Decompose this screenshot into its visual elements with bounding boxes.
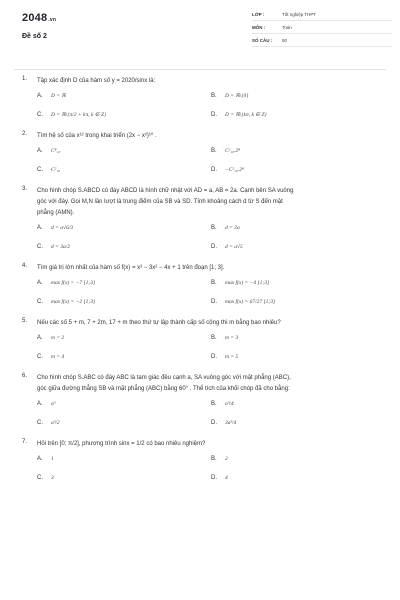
answer-options: [37, 93, 382, 131]
option-value: C⁸₁₀: [51, 148, 61, 154]
option-b[interactable]: [211, 93, 371, 112]
option-value: max f(x) = −2 [1;3]: [51, 299, 96, 305]
option-letter: B.: [211, 93, 217, 99]
question-1: [0, 76, 400, 131]
option-d[interactable]: [211, 112, 371, 131]
option-letter: C.: [37, 420, 43, 426]
option-letter: B.: [211, 148, 217, 154]
option-a[interactable]: [37, 335, 211, 354]
question-number: 2.: [22, 131, 28, 137]
logo-suffix: .vn: [48, 17, 57, 23]
option-d[interactable]: [211, 167, 371, 186]
option-letter: D.: [211, 475, 217, 481]
question-text: Nếu các số 5 + m, 7 + 2m, 17 + m theo thứ tự lập thành cấp số cộng thì m bằng bao nhiêu?: [37, 320, 281, 326]
option-value: max f(x) = 67/27 [1;3]: [225, 299, 276, 305]
option-b[interactable]: [211, 280, 371, 299]
question-number: 6.: [22, 373, 28, 379]
option-letter: D.: [211, 112, 217, 118]
option-c[interactable]: [37, 475, 211, 494]
answer-options: [37, 280, 382, 318]
option-letter: C.: [37, 167, 43, 173]
option-c[interactable]: [37, 167, 211, 186]
option-value: a³/4: [225, 401, 234, 407]
meta-value: 50: [282, 37, 288, 43]
option-letter: C.: [37, 299, 43, 305]
exam-title: Đề số 2: [22, 33, 47, 40]
question-3: [0, 186, 400, 263]
option-c[interactable]: [37, 354, 211, 373]
site-logo[interactable]: [22, 12, 55, 24]
question-text-line: Cho hình chóp S.ABC có đáy ABC là tam giác đều cạnh a, SA vuông góc với mặt phẳng (ABC),: [37, 375, 291, 381]
option-letter: A.: [37, 401, 43, 407]
header: [0, 0, 400, 42]
option-c[interactable]: [37, 244, 211, 263]
question-number: 1.: [22, 76, 28, 82]
option-letter: A.: [37, 148, 43, 154]
option-value: D = ℝ\{0}: [225, 93, 249, 99]
question-text-line: góc với đáy. Gọi M,N lần lượt là trung điểm của SB và SD. Tính khoảng cách d từ S đến mặt: [37, 199, 283, 205]
option-letter: B.: [211, 335, 217, 341]
option-a[interactable]: [37, 280, 211, 299]
option-letter: A.: [37, 280, 43, 286]
meta-label: SỐ CÂU :: [252, 37, 273, 43]
option-d[interactable]: [211, 475, 371, 494]
answer-options: [37, 335, 382, 373]
option-letter: A.: [37, 225, 43, 231]
option-b[interactable]: [211, 225, 371, 244]
answer-options: [37, 148, 382, 186]
question-number: 4.: [22, 263, 28, 269]
option-a[interactable]: [37, 401, 211, 420]
option-letter: D.: [211, 167, 217, 173]
option-d[interactable]: [211, 244, 371, 263]
question-text-line: Cho hình chóp S.ABCD có đáy ABCD là hình chữ nhật với AD = a, AB = 2a. Cạnh bên SA vuông: [37, 188, 294, 194]
option-value: 3: [51, 475, 54, 481]
option-b[interactable]: [211, 335, 371, 354]
option-letter: C.: [37, 112, 43, 118]
question-text: Tìm giá trị lớn nhất của hàm số f(x) = x³ − 3x² − 4x + 1 trên đoạn [1; 3].: [37, 265, 225, 271]
question-text-line: phẳng (AMN).: [37, 210, 75, 216]
option-value: D = ℝ: [51, 93, 66, 99]
option-value: d = 3a/2: [51, 244, 70, 250]
option-value: d = a√5: [225, 244, 243, 250]
option-value: max f(x) = −7 [1;3]: [51, 280, 96, 286]
option-d[interactable]: [211, 354, 371, 373]
meta-label: LỚP :: [252, 11, 265, 17]
option-letter: C.: [37, 475, 43, 481]
question-number: 5.: [22, 318, 28, 324]
option-value: a³: [51, 401, 56, 407]
option-value: a³/2: [51, 420, 60, 426]
option-letter: A.: [37, 93, 43, 99]
option-value: max f(x) = −4 [1;3]: [225, 280, 270, 286]
option-letter: A.: [37, 456, 43, 462]
logo-text: 2048: [22, 12, 48, 24]
option-value: m = 2: [51, 335, 65, 341]
question-4: [0, 263, 400, 318]
answer-options: [37, 456, 382, 494]
question-6: [0, 373, 400, 439]
exam-meta: [252, 8, 392, 47]
option-a[interactable]: [37, 456, 211, 475]
question-text: Tập xác định D của hàm số y = 2020/sinx là:: [37, 78, 156, 84]
option-b[interactable]: [211, 148, 371, 167]
question-number: 7.: [22, 439, 28, 445]
option-value: 2: [225, 456, 228, 462]
option-b[interactable]: [211, 456, 371, 475]
option-letter: D.: [211, 420, 217, 426]
question-list: [0, 76, 400, 494]
option-letter: D.: [211, 244, 217, 250]
option-value: 4: [225, 475, 228, 481]
option-value: m = 5: [225, 354, 239, 360]
option-value: 1: [51, 456, 54, 462]
option-letter: A.: [37, 335, 43, 341]
question-text: Hỏi trên [0; π/2], phương trình sinx = 1/2 có bao nhiêu nghiệm?: [37, 441, 206, 447]
option-d[interactable]: [211, 420, 371, 439]
question-text: Tìm hệ số của x¹² trong khai triển (2x − x²)¹⁰ .: [37, 133, 157, 139]
option-a[interactable]: [37, 93, 211, 112]
option-value: d = 2a: [225, 225, 240, 231]
question-7: [0, 439, 400, 494]
option-value: d = a√6/3: [51, 225, 74, 231]
option-value: 3a³/4: [225, 420, 237, 426]
option-letter: D.: [211, 354, 217, 360]
option-c[interactable]: [37, 299, 211, 318]
option-c[interactable]: [37, 112, 211, 131]
header-divider: [14, 69, 386, 70]
option-value: D = ℝ\{π/2 + kπ, k ∈ Z}: [51, 112, 107, 118]
meta-label: MÔN :: [252, 24, 266, 30]
option-value: −C²₁₀.2⁸: [225, 167, 244, 173]
option-letter: B.: [211, 401, 217, 407]
option-value: m = 3: [225, 335, 239, 341]
question-text-line: góc giữa đường thẳng SB và mặt phẳng (ABC) bằng 60° . Thể tích của khối chóp đã cho bằng:: [37, 386, 290, 392]
meta-row-class: [252, 8, 392, 21]
option-letter: D.: [211, 299, 217, 305]
question-2: [0, 131, 400, 186]
option-letter: C.: [37, 354, 43, 360]
meta-row-subject: [252, 21, 392, 34]
option-letter: B.: [211, 225, 217, 231]
option-value: m = 4: [51, 354, 65, 360]
option-value: C²₁₀: [51, 167, 61, 173]
option-a[interactable]: [37, 225, 211, 244]
option-letter: B.: [211, 456, 217, 462]
meta-value: Tốt nghiệp THPT: [282, 11, 317, 17]
option-letter: C.: [37, 244, 43, 250]
answer-options: [37, 401, 382, 439]
question-number: 3.: [22, 186, 28, 192]
option-a[interactable]: [37, 148, 211, 167]
meta-row-count: [252, 34, 392, 47]
option-letter: B.: [211, 280, 217, 286]
answer-options: [37, 225, 382, 263]
option-c[interactable]: [37, 420, 211, 439]
question-5: [0, 318, 400, 373]
option-b[interactable]: [211, 401, 371, 420]
option-d[interactable]: [211, 299, 371, 318]
meta-value: Toán: [282, 24, 292, 30]
option-value: C²₁₀.2⁸: [225, 148, 241, 154]
option-value: D = ℝ\{kπ, k ∈ Z}: [225, 112, 267, 118]
